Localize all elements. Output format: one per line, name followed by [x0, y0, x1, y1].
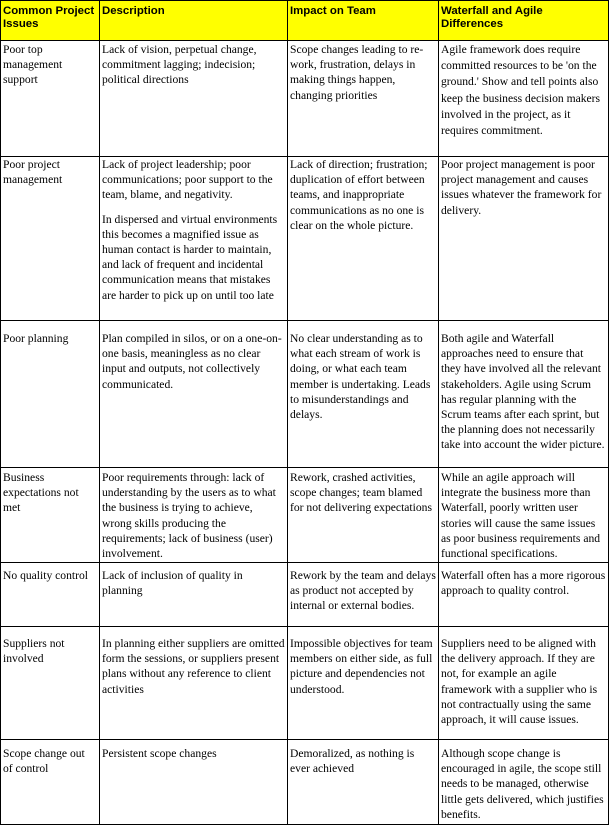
differences-cell — [439, 746, 608, 824]
row-divider — [0, 626, 609, 627]
issue-text: Poor project management — [3, 158, 63, 187]
impact-text: No clear understanding as to what each stream of work is doing, or what each team member is undertaking. Leads to misunderstandings and delays. — [290, 332, 431, 422]
differences-text: While an agile approach will integrate the business more than Waterfall, poorly written user stories will cause the same issues as poor business requirements and functional specifications. — [441, 471, 601, 561]
differences-cell — [439, 157, 608, 319]
differences-cell — [439, 331, 608, 466]
row-divider — [0, 562, 609, 563]
row-divider — [0, 156, 609, 157]
description-text: Lack of inclusion of quality in planning — [102, 569, 243, 598]
issue-text: Business expectations not met — [3, 471, 79, 515]
row-divider — [0, 824, 609, 825]
row-divider — [0, 320, 609, 321]
issue-cell — [1, 157, 99, 319]
differences-text: Both agile and Waterfall approaches need to ensure that they have involved all the relevant stakeholders. Agile using Scrum has regular planning with the Scrum teams after each sprint, but the planning does not necessarily take into account the wider picture. — [441, 332, 605, 452]
impact-cell — [288, 470, 438, 561]
column-divider — [287, 0, 288, 825]
issue-cell — [1, 470, 99, 561]
impact-text: Lack of direction; frustration; duplication of effort between teams, and inappropriate communications as no one is clear on the whole picture. — [290, 158, 428, 232]
issue-cell — [1, 746, 99, 824]
issue-text: Poor top management support — [3, 43, 63, 87]
description-text: Poor requirements through: lack of understanding by the users as to what the business is trying to achieve, wrong skills producing the requirements; lack of business (user) involvement. — [102, 471, 276, 561]
impact-cell — [288, 746, 438, 824]
impact-cell — [288, 636, 438, 738]
differences-text: Poor project management is poor project management and causes issues whatever the framework for delivery. — [441, 158, 602, 217]
issue-cell — [1, 636, 99, 738]
impact-text: Rework by the team and delays as product not accepted by internal or external bodies. — [290, 569, 436, 613]
impact-cell — [288, 42, 438, 155]
row-divider — [0, 0, 609, 1]
row-divider — [0, 739, 609, 740]
differences-cell — [439, 42, 608, 155]
impact-text: Rework, crashed activities, scope changes; team blamed for not delivering expectations — [290, 471, 432, 515]
differences-text: Waterfall often has a more rigorous approach to quality control. — [441, 569, 606, 598]
header-cell-description — [100, 1, 287, 40]
description-cell — [100, 568, 287, 623]
differences-text: Suppliers need to be aligned with the delivery approach. If they are not, for example an agile framework with a supplier who is not contractually using the same approach, it will cause issues. — [441, 637, 598, 727]
row-divider — [0, 467, 609, 468]
issue-text: No quality control — [3, 569, 89, 582]
description-text: In planning either suppliers are omitted form the sessions, or suppliers present plans without any reference to client activities — [102, 637, 285, 696]
column-divider — [438, 0, 439, 825]
description-cell — [100, 746, 287, 824]
column-divider — [0, 0, 1, 825]
impact-text: Impossible objectives for team members on either side, as full picture and dependencies not understood. — [290, 637, 433, 696]
description-cell — [100, 42, 287, 155]
description-text: Lack of project leadership; poor communications; poor support to the team, blame, and negativity. — [102, 158, 273, 202]
impact-cell — [288, 331, 438, 466]
differences-cell — [439, 568, 608, 623]
differences-cell — [439, 636, 608, 738]
description-text: Lack of vision, perpetual change, commitment lagging; indecision; political directions — [102, 43, 257, 87]
header-cell-issues — [1, 1, 99, 40]
description-text: Plan compiled in silos, or on a one-on-one basis, meaningless as no clear input and outputs, not collectively communicated. — [102, 332, 282, 391]
header-label-description: Description — [102, 5, 165, 17]
differences-text: Although scope change is encouraged in agile, the scope still needs to be managed, otherwise little gets delivered, which justifies benefits. — [441, 747, 604, 821]
header-label-impact: Impact on Team — [290, 5, 376, 17]
description-cell — [100, 331, 287, 466]
differences-cell — [439, 470, 608, 561]
description-cell — [100, 157, 287, 319]
impact-cell — [288, 568, 438, 623]
description-text: In dispersed and virtual environments this becomes a magnified issue as human contact is harder to maintain, and lack of frequent and incidental communication means that mistakes are harder to pick up on until too late — [102, 212, 278, 302]
description-cell — [100, 636, 287, 738]
header-label-issues: Common Project Issues — [3, 5, 95, 31]
impact-text: Scope changes leading to re-work, frustration, delays in making things happen, changing priorities — [290, 43, 424, 102]
issue-cell — [1, 42, 99, 155]
description-text: Persistent scope changes — [102, 747, 217, 760]
issue-text: Poor planning — [3, 332, 69, 345]
column-divider — [608, 0, 609, 825]
description-cell — [100, 470, 287, 561]
header-cell-impact — [288, 1, 438, 40]
column-divider — [99, 0, 100, 825]
row-divider — [0, 40, 609, 41]
issue-text: Scope change out of control — [3, 747, 85, 776]
header-cell-differences — [439, 1, 608, 40]
issue-cell — [1, 568, 99, 623]
header-label-differences: Waterfall and Agile Differences — [441, 5, 543, 31]
impact-cell — [288, 157, 438, 319]
differences-text: Agile framework does require committed resources to be 'on the ground.' Show and tell points also keep the business decision makers involved in the project, as it requires commitment. — [441, 43, 601, 138]
issue-cell — [1, 331, 99, 466]
impact-text: Demoralized, as nothing is ever achieved — [290, 747, 415, 776]
issue-text: Suppliers not involved — [3, 637, 65, 666]
